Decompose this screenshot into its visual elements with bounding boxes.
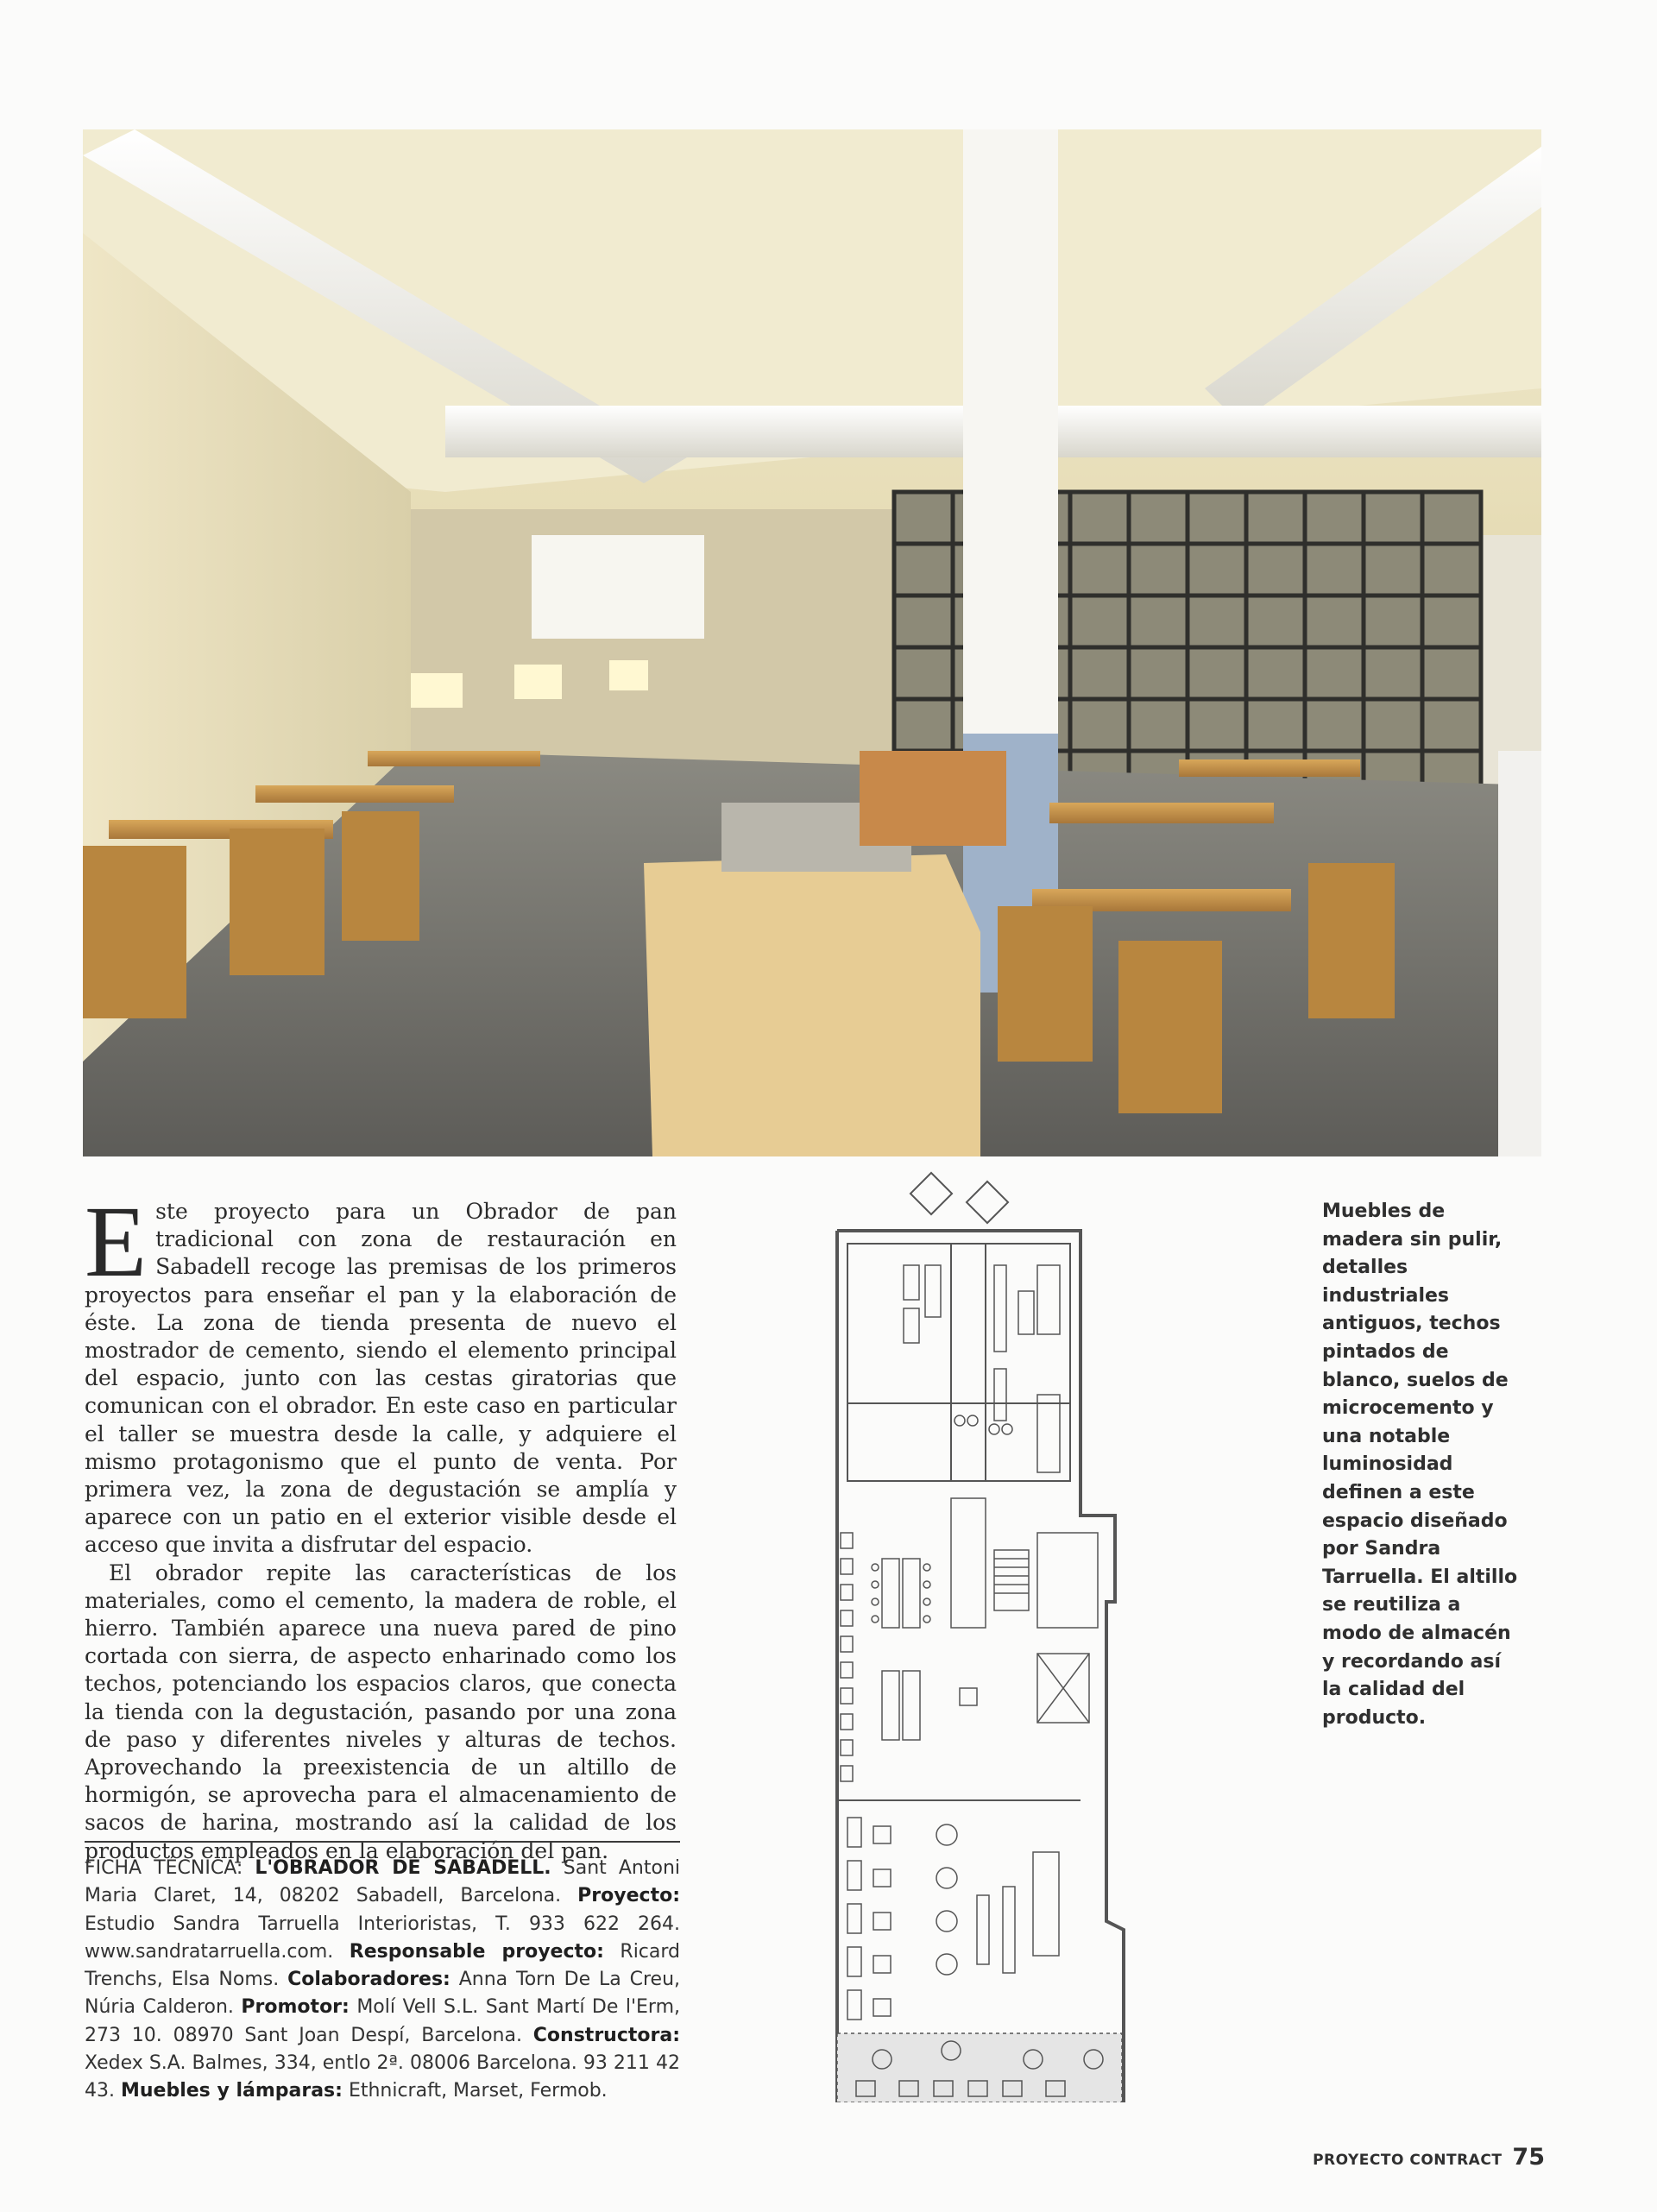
ficha-name: L'OBRADOR DE SABADELL. xyxy=(255,1857,551,1879)
ficha-intro: FICHA TÉCNICA: xyxy=(85,1857,243,1879)
ficha-muebles-label: Muebles y lámparas: xyxy=(121,2080,343,2102)
ficha-proyecto: Estudio Sandra Tarruella Interioristas, T. 933 622 264. www.sandratarruella.com. xyxy=(85,1913,680,1963)
drop-cap: E xyxy=(85,1185,148,1298)
ficha-colaboradores: Anna Torn De La Creu, Núria Calderon. xyxy=(85,1969,681,2019)
article-body xyxy=(85,1185,677,1865)
floor-plan xyxy=(822,1170,1150,2102)
paragraph-1-text: ste proyecto para un Obrador de pan tradicional con zona de restauración en Sabadell recoge las premisas de los primeros proyectos para enseñar el pan y la elaboración de éste. La zona de tienda presenta de nuevo el mostrador de cemento, siendo el elemento principal del espacio, junto con las cestas giratorias que comunican con el obrador. En este caso en particular el taller se muestra desde la calle, y adquiere el mismo protagonismo que el punto de venta. Por primera vez, la zona de degustación se amplía y aparece con un patio en el exterior visible desde el acceso que invita a disfrutar del espacio. xyxy=(85,1199,677,1558)
photo-caption: Muebles de madera sin pulir, detalles industriales antiguos, techos pintados de blanco, suelos de microcemento y una notable luminosidad definen a este espacio diseñado por Sandra Tarruella. El altillo se reutiliza a modo de almacén y recordando así la calidad del producto. xyxy=(1322,1201,1518,1729)
publication-name: PROYECTO CONTRACT xyxy=(1313,2152,1503,2169)
ficha-promotor-label: Promotor: xyxy=(241,1996,350,2019)
technical-sheet xyxy=(85,1841,680,2106)
page-footer xyxy=(1313,2144,1545,2171)
ficha-address: Sant Antoni Maria Claret, 14, 08202 Sabadell, Barcelona. xyxy=(85,1857,681,1907)
ficha-muebles: Ethnicraft, Marset, Fermob. xyxy=(348,2080,608,2102)
article-paragraph-1 xyxy=(85,1185,677,1560)
plan-outdoor-tables-top xyxy=(910,1173,1008,1223)
plan-round-tables xyxy=(936,1824,1059,1975)
ficha-proyecto-label: Proyecto: xyxy=(577,1885,680,1907)
ficha-constructora: Xedex S.A. Balmes, 334, entlo 2ª. 08006 Barcelona. 93 211 42 43. xyxy=(85,2052,680,2102)
plan-outer-wall xyxy=(837,1231,1124,2102)
ficha-colaboradores-label: Colaboradores: xyxy=(287,1969,450,1991)
ficha-promotor: Molí Vell S.L. Sant Martí De l'Erm, 273 10. 08970 Sant Joan Despí, Barcelona. xyxy=(85,1996,681,2046)
ficha-responsable-label: Responsable proyecto: xyxy=(349,1940,604,1963)
page-number: 75 xyxy=(1512,2144,1545,2171)
restaurant-interior-photo xyxy=(83,129,1541,1156)
ficha-constructora-label: Constructora: xyxy=(532,2024,680,2046)
photo-illustration xyxy=(83,129,1541,1156)
plan-long-tables xyxy=(872,1559,930,1740)
ficha-responsable: Ricard Trenchs, Elsa Noms. xyxy=(85,1940,681,1991)
floor-plan-drawing xyxy=(822,1170,1150,2102)
article-paragraph-2: El obrador repite las características de los materiales, como el cemento, la madera de roble, el hierro. También aparece una nueva pared de pino cortada con sierra, de aspecto enharinado como los techos, potenciando los espacios claros, que conecta la tienda con la degustación, pasando por una zona de paso y diferentes niveles y alturas de techos. Aprovechando la preexistencia de un altillo de hormigón, se aprovecha para el almacenamiento de sacos de harina, mostrando así la calidad de los productos empleados en la elaboración del pan. xyxy=(85,1560,677,1863)
